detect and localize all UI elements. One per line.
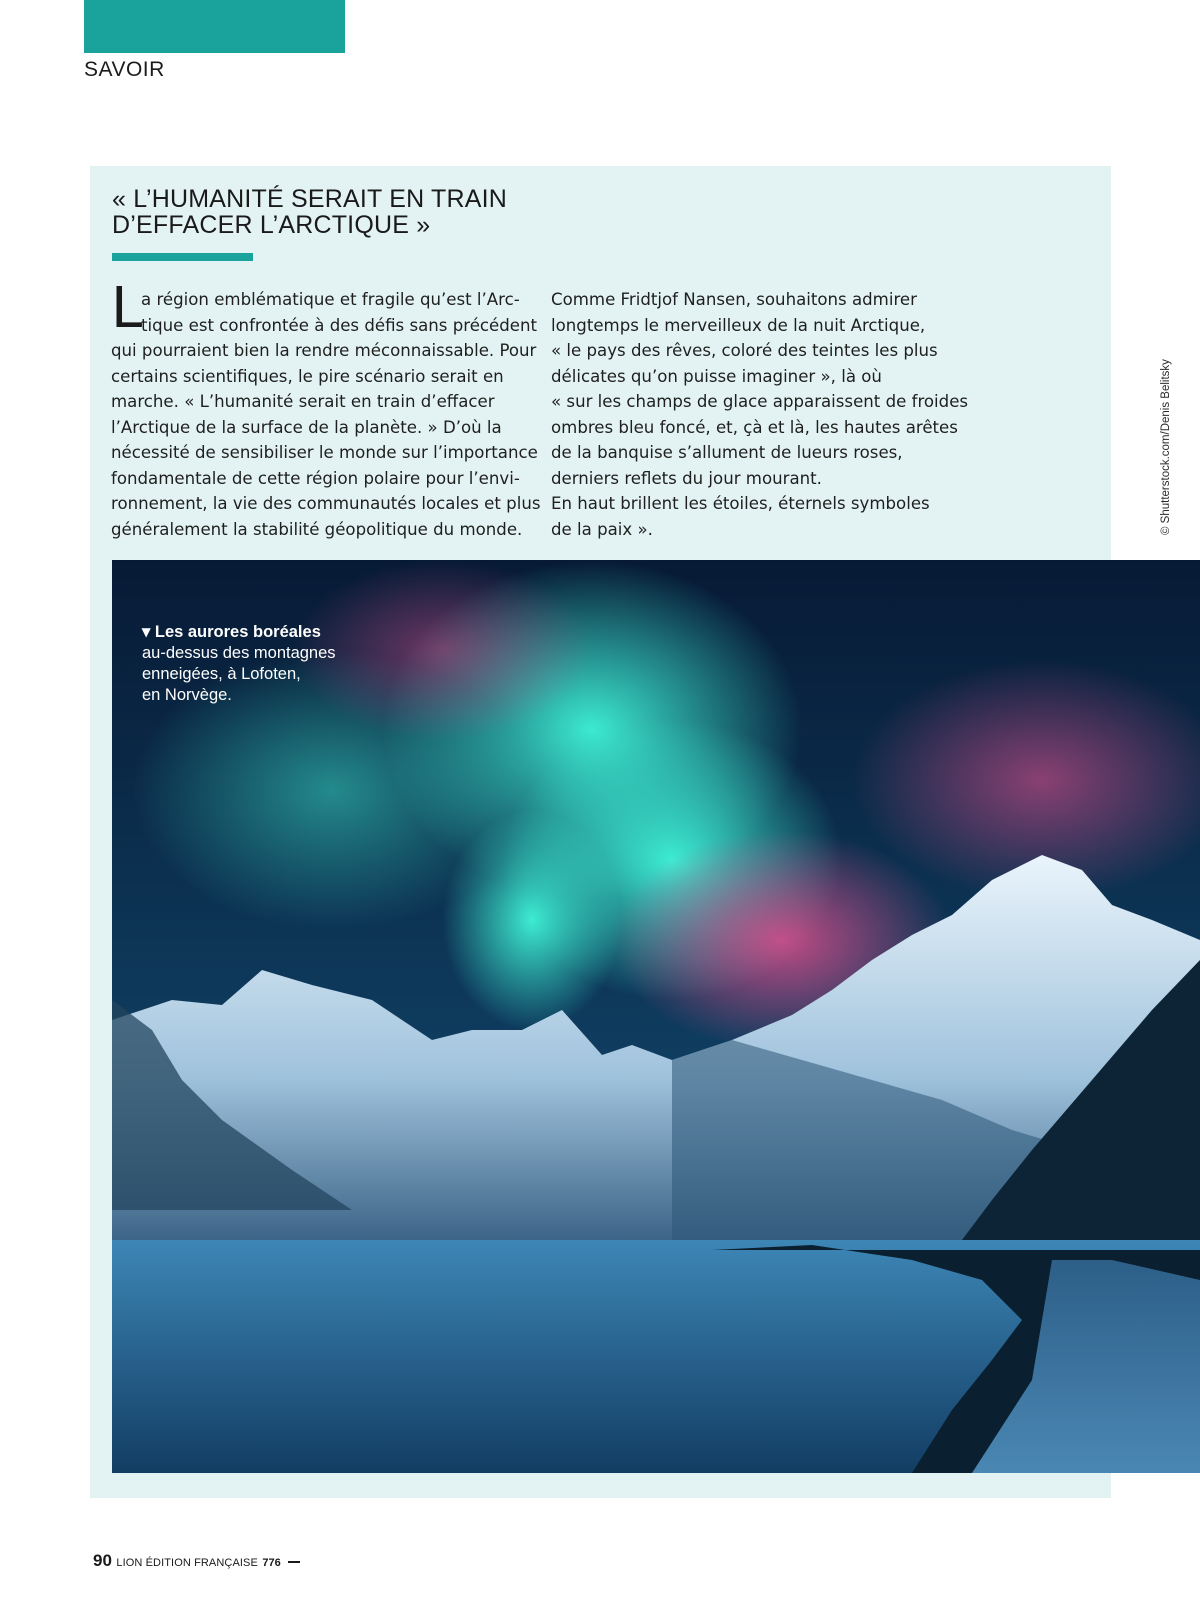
body-line: longtemps le merveilleux de la nuit Arctique, — [551, 315, 926, 335]
body-line: l’Arctique de la surface de la planète. » D’où la — [111, 417, 502, 437]
body-line: « le pays des rêves, coloré des teintes les plus — [551, 341, 938, 360]
title-underline — [112, 253, 253, 261]
body-line: de la paix ». — [551, 519, 653, 539]
body-line: marche. « L’humanité serait en train d’effacer — [111, 392, 495, 411]
photo-caption — [142, 622, 336, 706]
photo-credit-text: © Shutterstock.com/Denis Belitsky — [1160, 359, 1172, 535]
article-title — [112, 186, 672, 238]
body-line: tique est confrontée à des défis sans précédent — [141, 315, 538, 335]
header-accent-bar — [84, 0, 345, 53]
body-line: ronnement, la vie des communautés locales et plus — [111, 494, 541, 513]
body-line: derniers reflets du jour mourant. — [551, 468, 822, 488]
publication-name: LION ÉDITION FRANÇAISE — [116, 1557, 258, 1569]
body-line: a région emblématique et fragile qu’est l’Arc- — [141, 290, 520, 309]
body-line: Comme Fridtjof Nansen, souhaitons admirer — [551, 290, 917, 309]
body-line: nécessité de sensibiliser le monde sur l’importance — [111, 443, 538, 462]
section-label: SAVOIR — [84, 58, 165, 81]
issue-number: 776 — [262, 1557, 281, 1569]
article-title-line-1: « L’HUMANITÉ SERAIT EN TRAIN — [112, 185, 508, 213]
caption-line: enneigées, à Lofoten, — [142, 665, 301, 683]
caption-line: au-dessus des montagnes — [142, 644, 336, 662]
page-footer — [93, 1551, 300, 1571]
article-title-line-2: D’EFFACER L’ARCTIQUE » — [112, 211, 431, 239]
footer-dash — [288, 1561, 300, 1563]
body-line: certains scientifiques, le pire scénario serait en — [111, 366, 504, 386]
body-line: généralement la stabilité géopolitique du monde. — [111, 519, 523, 539]
caption-line: en Norvège. — [142, 686, 232, 704]
body-line: « sur les champs de glace apparaissent de froides — [551, 392, 969, 411]
body-line: fondamentale de cette région polaire pour l’envi- — [111, 468, 520, 488]
body-line: délicates qu’on puisse imaginer », là où — [551, 366, 882, 386]
body-line: En haut brillent les étoiles, éternels symboles — [551, 494, 930, 513]
page-number: 90 — [93, 1551, 112, 1570]
drop-cap: L — [111, 276, 143, 341]
article-column-right — [551, 287, 971, 542]
caption-title: ▾ Les aurores boréales — [142, 623, 321, 641]
body-line: de la banquise s’allument de lueurs roses, — [551, 443, 903, 462]
body-line: ombres bleu foncé, et, çà et là, les hautes arêtes — [551, 417, 958, 437]
article-column-left — [111, 276, 541, 542]
body-line: qui pourraient bien la rendre méconnaissable. Pour — [111, 341, 537, 360]
